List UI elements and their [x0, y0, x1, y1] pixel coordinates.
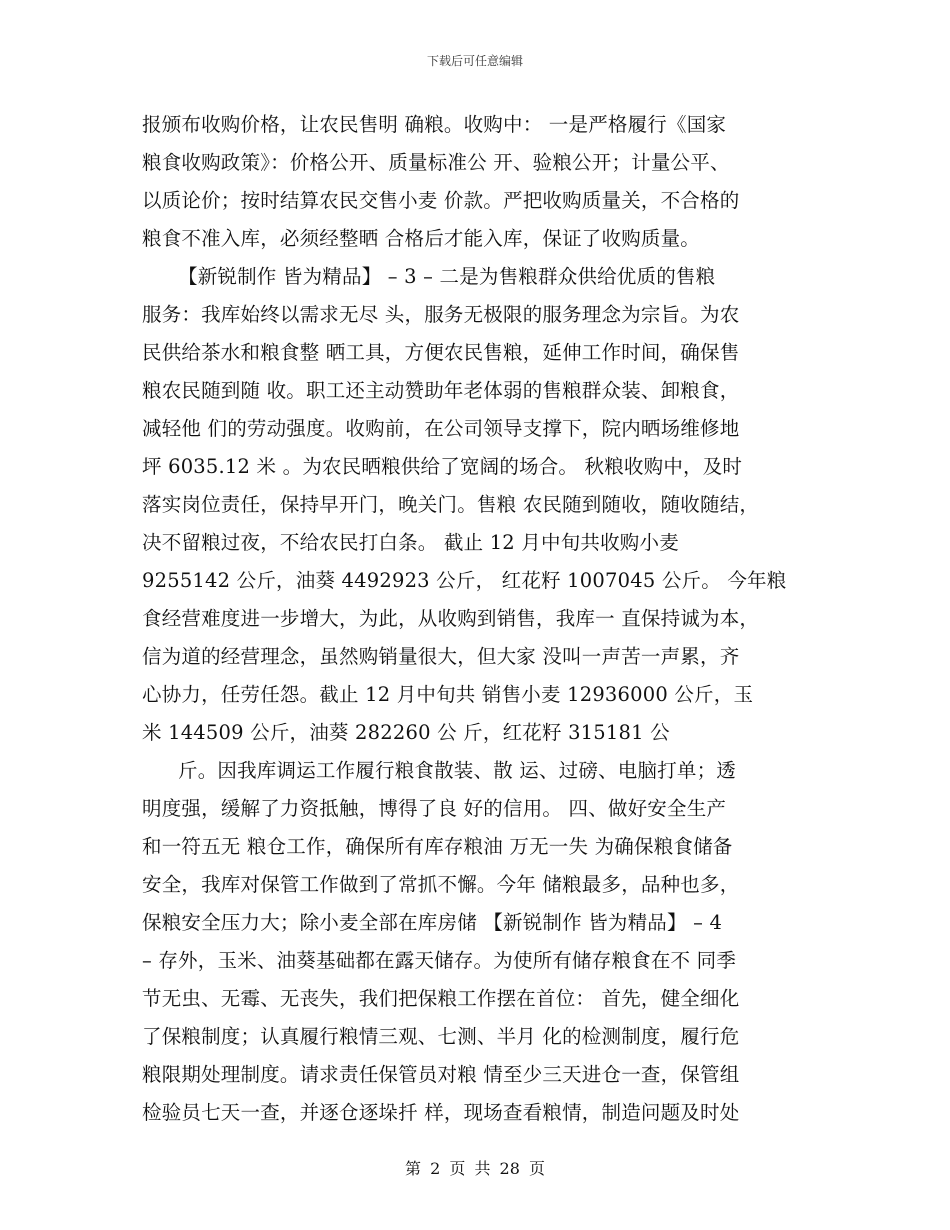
text-line: 信为道的经营理念，虽然购销量很大，但大家 没叫一声苦一声累，齐 — [142, 645, 740, 668]
text-line: 【新锐制作 皆为精品】 – 3 – 二是为售粮群众供给优质的售粮 — [178, 265, 716, 288]
text-line: 坪 6035.12 米 。为农民晒粮供给了宽阔的场合。 秋粮收购中，及时 — [142, 455, 743, 478]
text-line: 民供给茶水和粮食整 晒工具，方便农民售粮，延伸工作时间，确保售 — [142, 341, 740, 364]
document-body — [142, 106, 810, 1132]
text-line: 9255142 公斤，油葵 4492923 公斤， 红花籽 1007045 公斤。 今年粮 — [142, 569, 787, 592]
text-line: 报颁布收购价格，让农民售明 确粮。收购中： 一是严格履行《国家 — [142, 113, 727, 136]
text-line: – 存外，玉米、油葵基础都在露天储存。为使所有储存粮食在不 同季 — [142, 949, 737, 972]
text-line: 检验员七天一查，并逐仓逐垛扦 样，现场查看粮情，制造问题及时处 — [142, 1101, 740, 1124]
text-line: 以质论价；按时结算农民交售小麦 价款。严把收购质量关，不合格的 — [142, 189, 740, 212]
text-line: 和一符五无 粮仓工作，确保所有库存粮油 万无一失 为确保粮食储备 — [142, 835, 733, 858]
page-footer: 第 2 页 共 28 页 — [405, 1159, 545, 1178]
text-line: 服务：我库始终以需求无尽 头，服务无极限的服务理念为宗旨。为农 — [142, 303, 740, 326]
text-line: 了保粮制度；认真履行粮情三观、七测、半月 化的检测制度，履行危 — [142, 1025, 740, 1048]
text-line: 节无虫、无霉、无丧失，我们把保粮工作摆在首位： 首先，健全细化 — [142, 987, 740, 1010]
page-header: 下载后可任意编辑 — [426, 54, 523, 68]
text-line: 米 144509 公斤，油葵 282260 公 斤，红花籽 315181 公 — [142, 721, 670, 744]
text-line: 心协力，任劳任怨。截止 12 月中旬共 销售小麦 12936000 公斤，玉 — [142, 683, 754, 706]
text-line: 粮食收购政策》：价格公开、质量标准公 开、验粮公开；计量公平、 — [142, 151, 730, 174]
text-line: 决不留粮过夜，不给农民打白条。 截止 12 月中旬共收购小麦 — [142, 531, 679, 554]
text-line: 明度强，缓解了力资抵触，博得了良 好的信用。 四、做好安全生产 — [142, 797, 727, 820]
text-line: 粮农民随到随 收。职工还主动赞助年老体弱的售粮群众装、卸粮食， — [142, 379, 740, 402]
text-line: 安全，我库对保管工作做到了常抓不懈。今年 储粮最多，品种也多， — [142, 873, 740, 896]
text-line: 粮限期处理制度。请求责任保管员对粮 情至少三天进仓一查，保管组 — [142, 1063, 740, 1086]
text-line: 落实岗位责任，保持早开门，晚关门。售粮 农民随到随收，随收随结， — [142, 493, 760, 516]
text-line: 斤。因我库调运工作履行粮食散装、散 运、过磅、电脑打单；透 — [178, 759, 736, 782]
text-line: 粮食不准入库，必须经整晒 合格后才能入库，保证了收购质量。 — [142, 227, 700, 250]
text-line: 保粮安全压力大；除小麦全部在库房储 【新锐制作 皆为精品】 – 4 — [142, 911, 723, 934]
text-line: 减轻他 们的劳动强度。收购前，在公司领导支撑下，院内晒场维修地 — [142, 417, 740, 440]
text-line: 食经营难度进一步增大，为此，从收购到销售，我库一 直保持诚为本， — [142, 607, 760, 630]
